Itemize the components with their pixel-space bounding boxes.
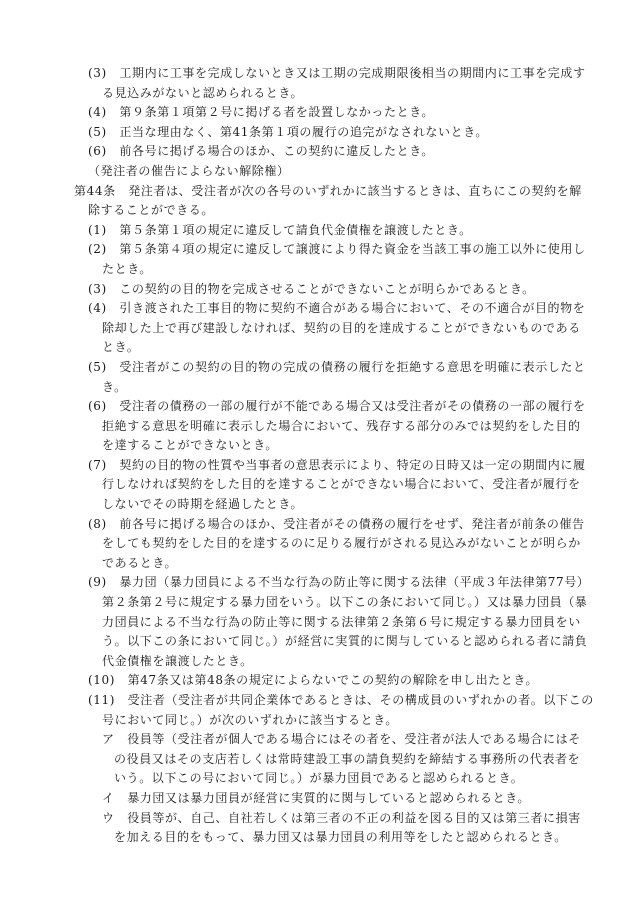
section-heading: （発注者の催告によらない解除権） [88,163,290,178]
text-line: 除することができる。 [88,203,215,218]
text-line: (9) 暴力団（暴力団員による不当な行為の防止等に関する法律（平成３年法律第77号） [88,575,590,590]
text-line: (7) 契約の目的物の性質や当事者の意思表示により、特定の日時又は一定の期間内に履 [88,457,586,472]
text-line: (8) 前各号に掲げる場合のほか、受注者がその債務の履行をせず、発注者が前条の催告 [88,516,585,531]
text-line: しないでその時期を経過したとき。 [102,497,304,512]
text-line: イ 暴力団又は暴力団員が経営に実質的に関与していると認められるとき。 [102,790,530,805]
text-line: (1) 第５条第１項の規定に違反して請負代金債権を譲渡したとき。 [88,222,472,237]
text-line: ア 役員等（受注者が個人である場合にはその者を、受注者が法人である場合にはそ [102,732,581,747]
text-line: (5) 受注者がこの契約の目的物の完成の債務の履行を拒絶する意思を明確に表示したと [88,359,586,374]
text-line: ウ 役員等が、自己、自社若しくは第三者の不正の利益を図る目的又は第三者に損害 [102,810,581,825]
text-line: 拒絶する意思を明確に表示した場合において、残存する部分のみでは契約をした目的 [102,418,581,433]
text-line: (10) 第47条又は第48条の規定によらないでこの契約の解除を申し出たとき。 [88,673,539,688]
text-line: 号において同じ。）が次のいずれかに該当するとき。 [102,712,398,727]
article-line: 第44条 発注者は、受注者が次の各号のいずれかに該当するときは、直ちにこの契約を解 [74,183,582,198]
text-line: たとき。 [102,261,152,276]
text-line: (4) 第９条第１項第２号に掲げる者を設置しなかったとき。 [88,105,434,120]
text-line: う。以下この条において同じ。）が経営に実質的に関与していると認められる者に請負 [102,634,588,649]
text-line: (3) この契約の目的物を完成させることができないことが明らかであるとき。 [88,281,535,296]
text-line: (3) 工期内に工事を完成しないとき又は工期の完成期限後相当の期間内に工事を完成す [88,66,586,80]
text-line: であるとき。 [102,555,178,570]
text-line: をしても契約をした目的を達するのに足りる履行がされる見込みがないことが明らか [102,536,581,551]
text-line: (11) 受注者（受注者が共同企業体であるときは、その構成員のいずれかの者。以下この [88,693,594,707]
text-line: とき。 [102,340,140,355]
text-line: 代金債権を譲渡したとき。 [102,653,253,668]
text-line: (6) 受注者の債務の一部の履行が不能である場合又は受注者がその債務の一部の履行を [88,399,586,414]
text-line: を加える目的をもって、暴力団又は暴力団員の利用等をしたと認められるとき。 [114,830,567,845]
text-line: 除却した上で再び建設しなければ、契約の目的を達成することができないものである [102,320,581,335]
text-line: 力団員による不当な行為の防止等に関する法律第２条第６号に規定する暴力団員をい [102,614,581,629]
text-line: 第２条第２号に規定する暴力団をいう。以下この条において同じ。）又は暴力団員（暴 [102,595,588,610]
text-line: き。 [102,379,127,394]
text-line: (4) 引き渡された工事目的物に契約不適合がある場合において、その不適合が目的物を [88,301,586,316]
text-line: る見込みがないと認められるとき。 [102,85,304,100]
text-line: (6) 前各号に掲げる場合のほか、この契約に違反したとき。 [88,144,434,159]
text-line: の役員又はその支店若しくは常時建設工事の請負契約を締結する事務所の代表者を [114,751,581,766]
text-line: いう。以下この号において同じ。）が暴力団員であると認められるとき。 [114,771,524,786]
text-line: 行しなければ契約をした目的を達することができない場合において、受注者が履行を [102,477,581,492]
text-line: (5) 正当な理由なく、第41条第１項の履行の追完がなされないとき。 [88,124,488,139]
text-line: (2) 第５条第４項の規定に違反して譲渡により得た資金を当該工事の施工以外に使用し [88,242,586,257]
text-line: を達することができないとき。 [102,438,278,453]
